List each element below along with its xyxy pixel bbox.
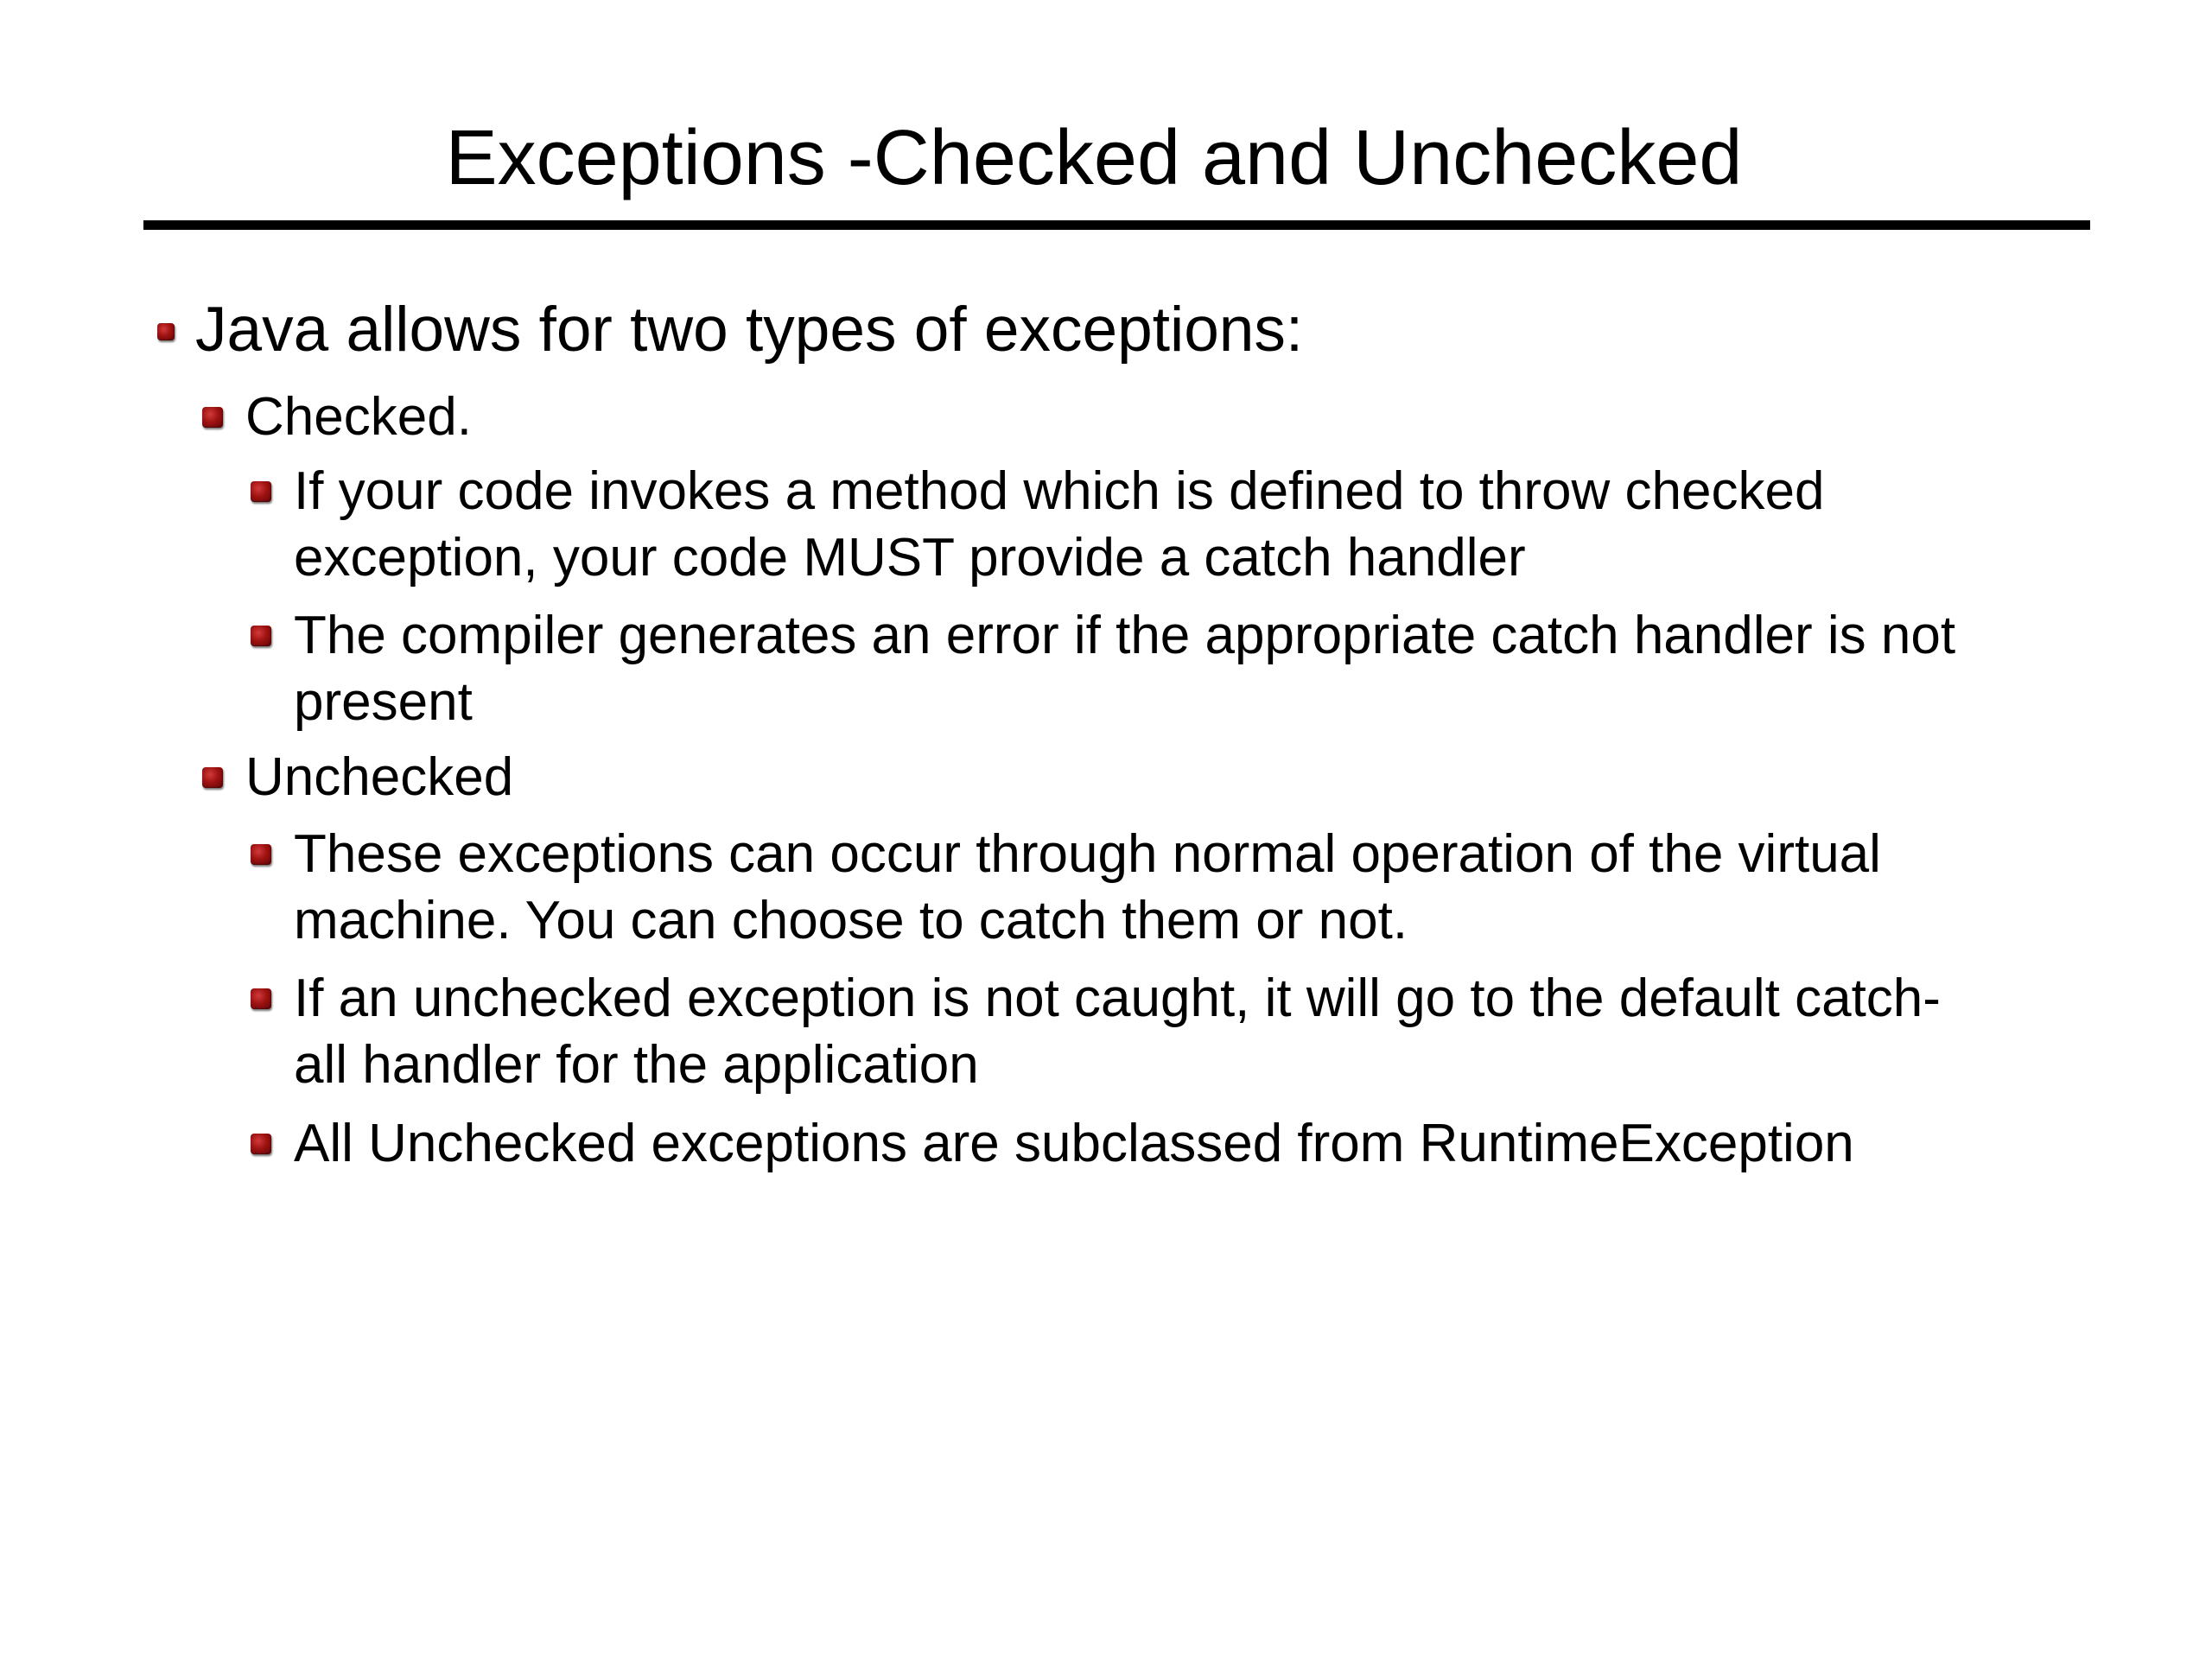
list-item-unchecked (245, 744, 513, 811)
title-divider (143, 220, 2090, 230)
list-item-compiler-error (294, 602, 1955, 735)
square-bullet-icon (251, 988, 271, 1009)
square-bullet-icon (202, 767, 223, 788)
list-item-line: These exceptions can occur through normal operation of the virtual (294, 824, 1881, 884)
square-bullet-icon (202, 407, 223, 428)
square-bullet-icon (251, 481, 271, 502)
list-item-text: Java allows for two types of exceptions: (195, 295, 1304, 365)
square-bullet-icon (157, 323, 175, 340)
list-item-text: Checked. (245, 387, 472, 447)
list-item-java-exceptions (195, 292, 1303, 368)
list-item-line: If an unchecked exception is not caught, it will go to the default catch- (294, 969, 1941, 1028)
list-item-line: machine. You can choose to catch them or not. (294, 891, 1408, 950)
list-item-text: Unchecked (245, 747, 514, 807)
slide-title: Exceptions -Checked and Unchecked (445, 115, 1743, 201)
list-item-line: If your code invokes a method which is defined to throw checked (294, 461, 1825, 521)
list-item-default-handler (294, 965, 1941, 1098)
list-item-line: exception, your code MUST provide a catch handler (294, 528, 1526, 588)
list-item-text: All Unchecked exceptions are subclassed from RuntimeException (294, 1114, 1854, 1173)
list-item-runtime-exception (294, 1110, 1854, 1177)
square-bullet-icon (251, 1134, 271, 1154)
list-item-line: The compiler generates an error if the appropriate catch handler is not (294, 606, 1956, 665)
list-item-checked (245, 384, 472, 451)
list-item-virtual-machine (294, 821, 1881, 954)
list-item-checked-catch-handler (294, 458, 1824, 591)
list-item-line: all handler for the application (294, 1035, 979, 1095)
square-bullet-icon (251, 844, 271, 865)
square-bullet-icon (251, 626, 271, 646)
list-item-line: present (294, 672, 473, 732)
